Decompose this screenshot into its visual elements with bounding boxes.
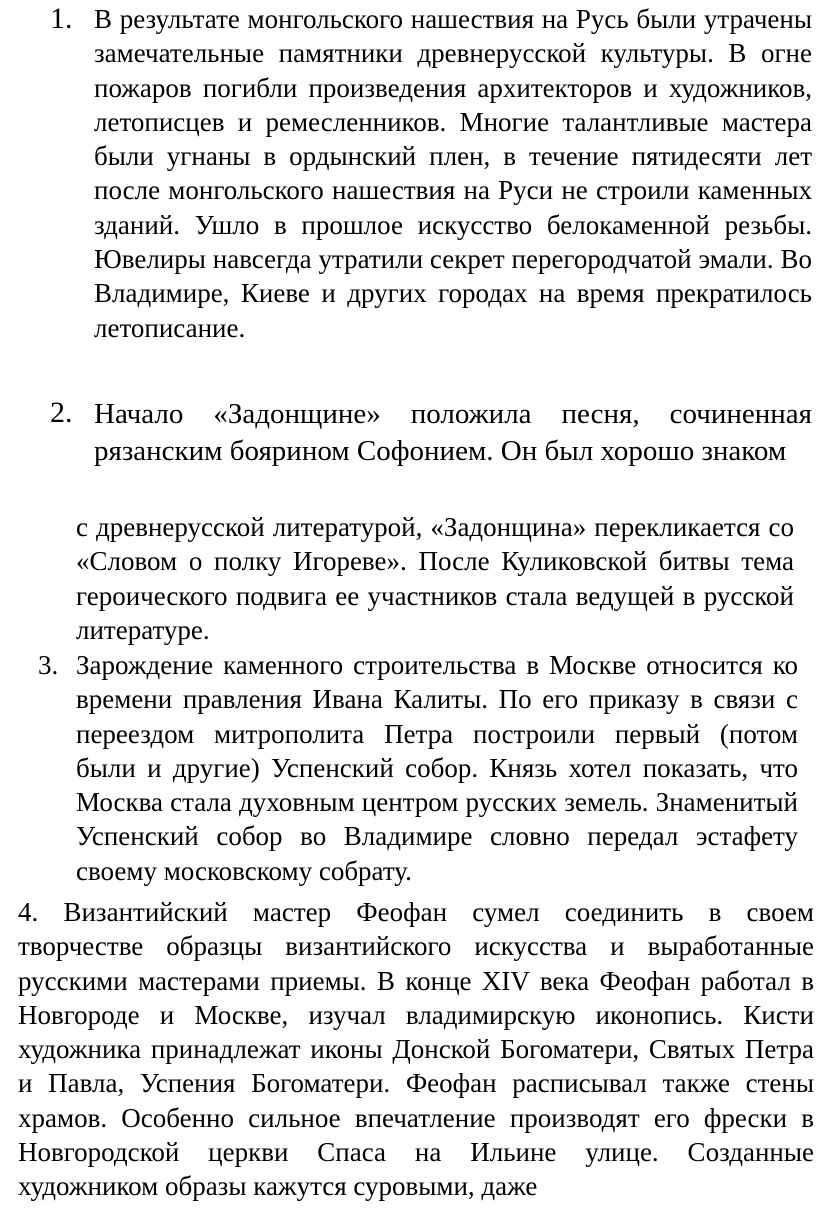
item-2-paragraph: Начало «Задонщине» положила песня, сочиненная рязанским боярином Софонием. Он был хорошо знаком <box>94 398 812 467</box>
item-1-number: 1. <box>50 2 73 35</box>
item-4-number: 4. <box>18 897 39 927</box>
item-3-paragraph: Зарождение каменного строительства в Москве относится ко времени правления Ивана Калиты. По его приказу в связи с переездом митрополита Петра построили первый (потом были и другие) Успенский собор. Князь хотел показать, что Москва стала духовным центром русских земель. Знаменитый Успенский собор во Владимире словно передал эстафету своему московскому собрату. <box>76 650 798 886</box>
item-4-text: Византийский мастер Феофан сумел соединить в своем творчестве образцы византийского искусства и выработанные русскими мастерами приемы. В конце XIV века Феофан работал в Новгороде и Москве, изучал владимирскую иконопись. Кисти художника принадлежат иконы Донской Богоматери, Святых Петра и Павла, Успения Богоматери. Феофан расписывал также стены храмов. Особенно сильное впечатление производят его фрески в Новгородской церкви Спаса на Ильине улице. Созданные художником образы кажутся суровыми, даже <box>18 897 815 1202</box>
item-4-paragraph <box>18 895 814 1204</box>
item-1-paragraph: В результате монгольского нашествия на Русь были утрачены замечательные памятники древнерусской культуры. В огне пожаров погибли произведения архитекторов и художников, летописцев и ремесленников. Многие талантливые мастера были угнаны в ордынский плен, в течение пятидесяти лет после монгольского нашествия на Руси не строили каменных зданий. Ушло в прошлое искусство белокаменной резьбы. Ювелиры навсегда утратили секрет перегородчатой эмали. Во Владимире, Киеве и других городах на время прекратилось летописание. <box>94 4 812 343</box>
item-3-number: 3. <box>38 650 59 680</box>
item-2-continuation: с древнерусской литературой, «Задонщина» перекликается со «Словом о полку Игореве». После Куликовской битвы тема героического подвига ее участников стала ведущей в русской литературе. <box>76 512 794 645</box>
item-2-number: 2. <box>50 396 73 429</box>
